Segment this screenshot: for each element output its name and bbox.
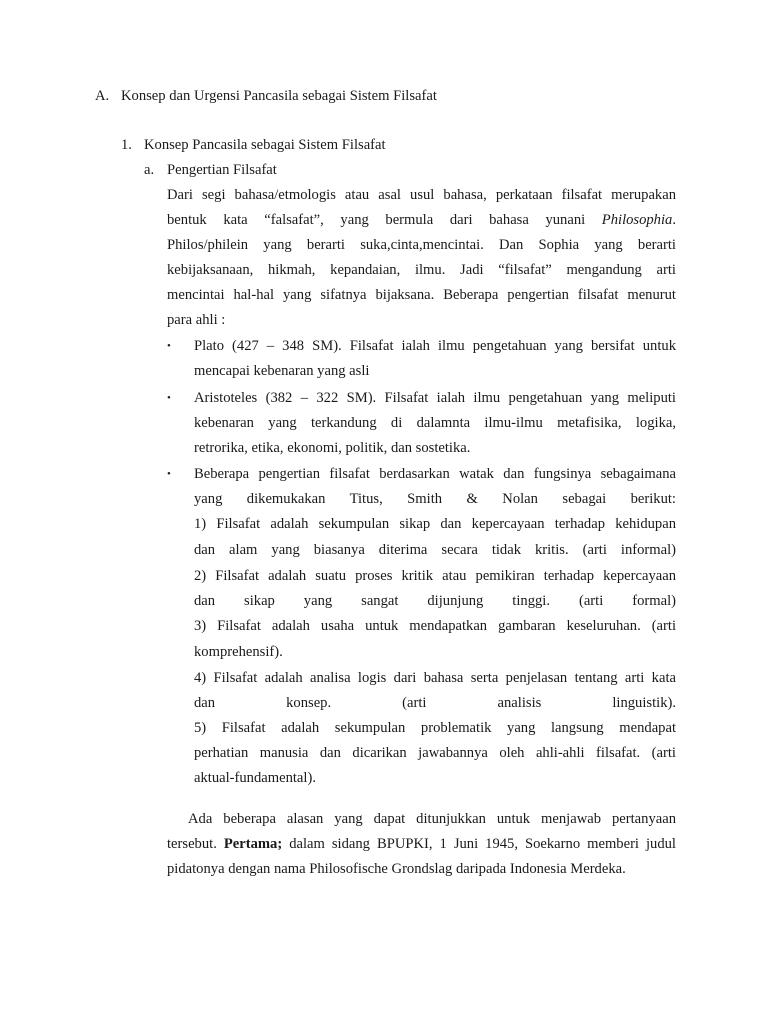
section-a-heading bbox=[95, 84, 109, 109]
bullet-line: Beberapa pengertian filsafat berdasarkan watak dan fungsinya sebagaimana bbox=[194, 466, 676, 482]
intro-line: mencintai hal-hal yang sifatnya bijaksana. Beberapa pengertian filsafat menurut bbox=[167, 287, 676, 303]
definition-line: dan konsep. (arti analisis linguistik). bbox=[194, 695, 676, 711]
section-a-marker: A. bbox=[95, 88, 110, 104]
bullet-line: kebenaran yang terkandung di dalamnta ilmu-ilmu metafisika, logika, bbox=[194, 415, 676, 431]
bullet-line: mencapai kebenaran yang asli bbox=[194, 363, 370, 379]
sub-a-marker-wrap bbox=[144, 158, 154, 183]
definition-line: 2) Filsafat adalah suatu proses kritik atau pemikiran terhadap kepercayaan bbox=[194, 568, 676, 584]
intro-line: para ahli : bbox=[167, 312, 226, 328]
bullet-icon: • bbox=[167, 340, 171, 352]
definition-line: dan sikap yang sangat dijunjung tinggi. (arti formal) bbox=[194, 593, 676, 609]
bullet-icon: • bbox=[167, 468, 171, 480]
sub-a-marker: a. bbox=[144, 162, 155, 178]
bullet-line: Aristoteles (382 – 322 SM). Filsafat ialah ilmu pengetahuan yang meliputi bbox=[194, 390, 676, 406]
subsection-1-title: Konsep Pancasila sebagai Sistem Filsafat bbox=[144, 137, 386, 153]
bullet-line: yang dikemukakan Titus, Smith & Nolan sebagai berikut: bbox=[194, 491, 676, 507]
definition-line: 4) Filsafat adalah analisa logis dari bahasa serta penjelasan tentang arti kata bbox=[194, 670, 676, 686]
intro-line: Dari segi bahasa/etmologis atau asal usul bahasa, perkataan filsafat merupakan bbox=[167, 187, 676, 203]
intro-line-text: bentuk kata “falsafat”, yang bermula dari bahasa yunani bbox=[167, 212, 602, 228]
bullet-line: Plato (427 – 348 SM). Filsafat ialah ilmu pengetahuan yang bersifat untuk bbox=[194, 338, 676, 354]
sub-a-title-wrap bbox=[167, 158, 277, 183]
closing-line: pidatonya dengan nama Philosofische Grondslag daripada Indonesia Merdeka. bbox=[167, 861, 626, 877]
closing-line-text: dalam sidang BPUPKI, 1 Juni 1945, Soekarno memberi judul bbox=[282, 836, 676, 852]
intro-line: Philos/philein yang berarti suka,cinta,mencintai. Dan Sophia yang berarti bbox=[167, 237, 676, 253]
section-a-title: Konsep dan Urgensi Pancasila sebagai Sistem Filsafat bbox=[121, 88, 437, 104]
subsection-1-marker-wrap bbox=[121, 133, 132, 158]
closing-line: Ada beberapa alasan yang dapat ditunjukkan untuk menjawab pertanyaan bbox=[188, 811, 676, 827]
subsection-1-marker: 1. bbox=[121, 137, 132, 153]
section-a-title-wrap bbox=[121, 84, 437, 109]
intro-line bbox=[167, 208, 676, 233]
intro-line-period: . bbox=[672, 212, 676, 228]
closing-line bbox=[167, 832, 676, 857]
definition-line: 5) Filsafat adalah sekumpulan problematik yang langsung mendapat bbox=[194, 720, 676, 736]
philosophia-term: Philosophia bbox=[601, 212, 673, 228]
bullet-icon: • bbox=[167, 392, 171, 404]
intro-line: kebijaksanaan, hikmah, kepandaian, ilmu. Jadi “filsafat” mengandung arti bbox=[167, 262, 676, 278]
closing-line-text: tersebut. bbox=[167, 836, 224, 852]
definition-line: dan alam yang biasanya diterima secara tidak kritis. (arti informal) bbox=[194, 542, 676, 558]
pertama-term: Pertama; bbox=[223, 836, 283, 852]
bullet-line: retrorika, etika, ekonomi, politik, dan sostetika. bbox=[194, 440, 471, 456]
definition-line: aktual-fundamental). bbox=[194, 770, 316, 786]
sub-a-title: Pengertian Filsafat bbox=[167, 162, 277, 178]
definition-line: 1) Filsafat adalah sekumpulan sikap dan kepercayaan terhadap kehidupan bbox=[194, 516, 676, 532]
definition-line: perhatian manusia dan dicarikan jawabannya oleh ahli-ahli filsafat. (arti bbox=[194, 745, 676, 761]
definition-line: 3) Filsafat adalah usaha untuk mendapatkan gambaran keseluruhan. (arti bbox=[194, 618, 676, 634]
subsection-1-title-wrap bbox=[144, 133, 386, 158]
definition-line: komprehensif). bbox=[194, 644, 283, 660]
